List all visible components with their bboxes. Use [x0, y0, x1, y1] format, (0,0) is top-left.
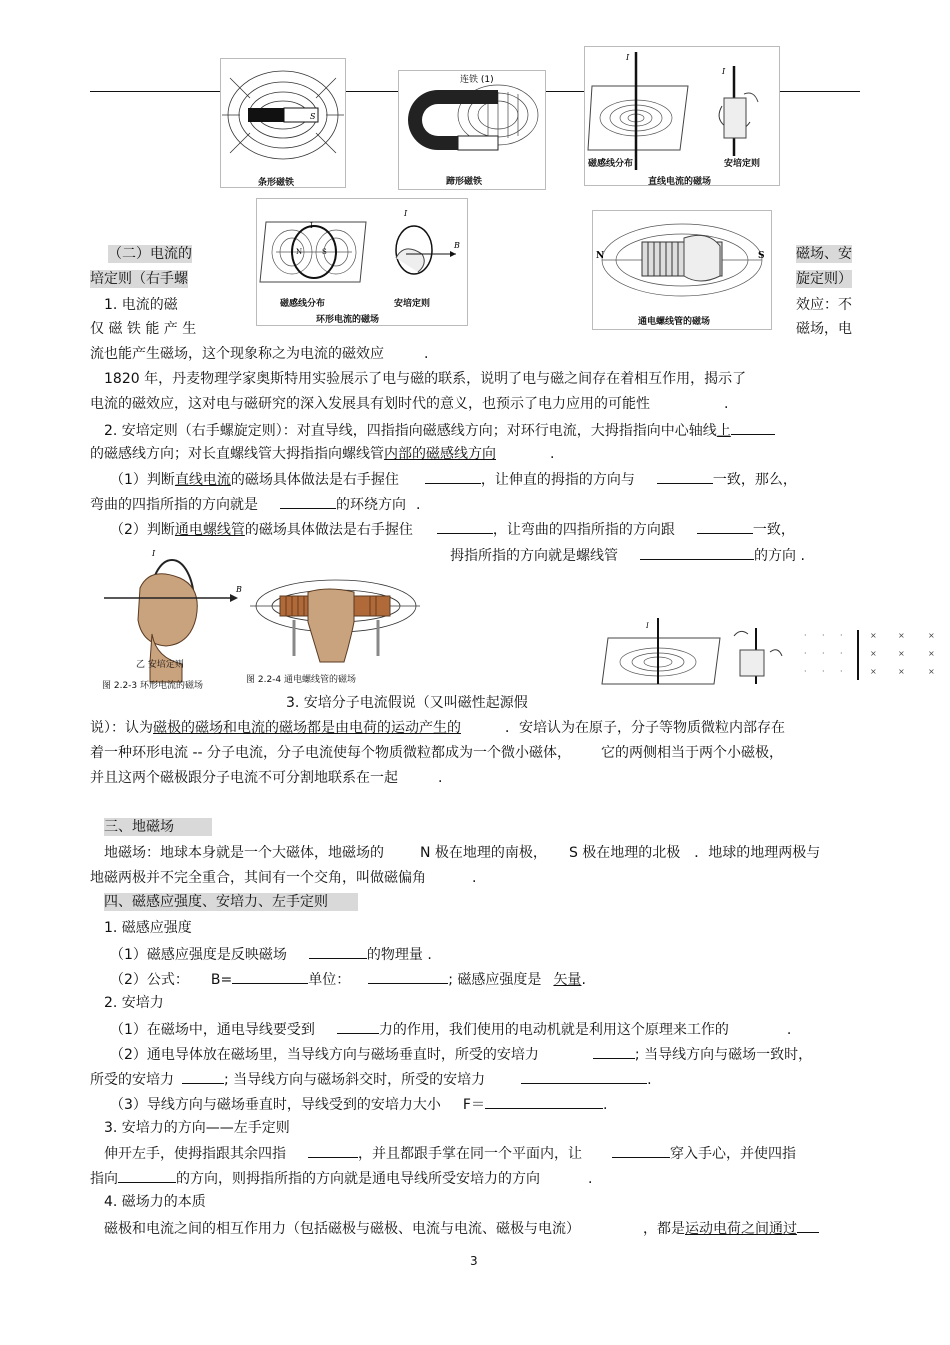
sub-3-heading: 3. 安培力的方向——左手定则 — [104, 1120, 290, 1136]
sub-3-line-a: 伸开左手，使拇指跟其余四指 ，并且都跟手掌在同一个平面内，让 穿入手心，并使四指 — [104, 1143, 796, 1163]
para-6-line-3: 着一种环形电流 -- 分子电流，分子电流使每个物质微粒都成为一个微小磁体， 它的两侧相当于两个小磁极， — [90, 745, 784, 761]
sub-1-line-b: （2）公式： B= 单位： ; 磁感应强度是 矢量. — [110, 969, 586, 989]
svg-text:B: B — [454, 241, 460, 250]
para-6-line-4: 并且这两个磁极跟分子电流不可分割地联系在一起 . — [90, 770, 443, 786]
sub-3-line-b: 指向 的方向，则拇指所指的方向就是通电导线所受安培力的方向 . — [90, 1168, 592, 1188]
svg-text:·: · — [804, 631, 807, 640]
sub-2-line-a: （1）在磁场中，通电导线要受到 力的作用，我们使用的电动机就是利用这个原理来工作的 . — [110, 1019, 791, 1039]
svg-text:×: × — [870, 631, 877, 640]
svg-text:B: B — [236, 585, 242, 594]
svg-text:N: N — [296, 248, 303, 256]
fig-224-caption: 图 2.2-4 通电螺线管的磁场 — [246, 675, 357, 685]
para-1-line-1: 1. 电流的磁 — [104, 297, 178, 313]
svg-text:×: × — [898, 631, 905, 640]
svg-text:×: × — [870, 649, 877, 658]
u-magnet-caption: 蹄形磁铁 — [446, 177, 483, 187]
bar-magnet-caption: 条形磁铁 — [258, 178, 295, 188]
section-3-line-1: 地磁场：地球本身就是一个大磁体，地磁场的 N 极在地理的南极， S 极在地理的北极 ．地球的地理两极与 — [104, 845, 821, 861]
top-rule — [346, 91, 398, 92]
para-1-line-3: 流也能产生磁场，这个现象称之为电流的磁效应 . — [90, 346, 429, 362]
sub-4-line-a: 磁极和电流之间的相互作用力（包括磁极与磁极、电流与电流、磁极与电流） ，都是运动电荷之间通过 — [104, 1218, 819, 1238]
svg-text:·: · — [804, 667, 807, 676]
para-1-line-2: 仅 磁 铁 能 产 生 — [90, 321, 197, 337]
svg-text:S: S — [310, 112, 316, 121]
sub-1-heading: 1. 磁感应强度 — [104, 920, 192, 936]
straight-wire-figure — [584, 46, 780, 186]
svg-text:S: S — [322, 248, 327, 256]
svg-text:×: × — [870, 667, 877, 676]
para-1-right-1: 效应：不 — [796, 297, 852, 313]
top-rule — [546, 91, 584, 92]
para-2-line-1: 1820 年，丹麦物理学家奥斯特用实验展示了电与磁的联系，说明了电与磁之间存在着相互作用，揭示了 — [104, 371, 747, 387]
para-4-line-2: 弯曲的四指所指的方向就是 的环绕方向 . — [90, 494, 420, 514]
solenoid-figure — [592, 210, 772, 330]
top-rule — [90, 91, 220, 92]
section-3-line-2: 地磁两极并不完全重合，其间有一个交角，叫做磁偏角 . — [90, 870, 477, 886]
ampere-rule-caption: 安培定则 — [724, 159, 761, 169]
section-4-heading: 四、磁感应强度、安培力、左手定则 — [104, 893, 358, 911]
sub-4-heading: 4. 磁场力的本质 — [104, 1194, 206, 1210]
ring-field-caption: 磁感线分布 — [280, 299, 326, 309]
svg-text:S: S — [758, 251, 765, 261]
top-rule — [780, 91, 860, 92]
svg-text:I: I — [404, 209, 408, 218]
para-1-right-2: 磁场，电 — [796, 321, 852, 337]
u-magnet-figure — [398, 70, 546, 190]
para-3-line-1: 2. 安培定则（右手螺旋定则）：对直导线，四指指向磁感线方向；对环行电流，大拇指指向中心轴线上 — [104, 420, 775, 440]
section-2-heading: （二）电流的 — [108, 246, 192, 262]
fig-223-caption: 图 2.2-3 环形电流的磁场 — [102, 681, 204, 691]
section-2-heading-right: 磁场、安 — [796, 246, 852, 262]
svg-text:连铁 (1): 连铁 (1) — [460, 75, 494, 85]
svg-text:×: × — [928, 667, 935, 676]
svg-text:·: · — [822, 631, 825, 640]
para-6-line-1: 3. 安培分子电流假说（又叫磁性起源假 — [286, 695, 528, 711]
para-5-line-2: 拇指所指的方向就是螺线管 的方向 . — [450, 545, 805, 565]
svg-text:·: · — [804, 649, 807, 658]
svg-text:×: × — [928, 649, 935, 658]
sub-2-line-d: （3）导线方向与磁场垂直时，导线受到的安培力大小 F＝ . — [110, 1094, 607, 1114]
para-5-line-1: （2）判断通电螺线管的磁场具体做法是右手握住 ，让弯曲的四指所指的方向跟 一致， — [110, 519, 795, 539]
svg-text:·: · — [822, 667, 825, 676]
svg-text:I: I — [310, 222, 313, 230]
bar-magnet-figure — [220, 58, 346, 188]
section-3-heading: 三、地磁场 — [104, 818, 212, 836]
para-6-line-2: 说）：认为磁极的磁场和电流的磁场都是由电荷的运动产生的 ．安培认为在原子，分子等物质微粒内部存在 — [90, 720, 785, 736]
page-number: 3 — [470, 1254, 478, 1268]
svg-text:×: × — [898, 667, 905, 676]
svg-text:·: · — [840, 667, 843, 676]
para-2-line-2: 电流的磁效应，这对电与磁研究的深入发展具有划时代的意义，也预示了电力应用的可能性 . — [90, 396, 729, 412]
sub-2-heading: 2. 安培力 — [104, 995, 164, 1011]
ring-rule-caption: 安培定则 — [394, 299, 431, 309]
ring-title-caption: 环形电流的磁场 — [316, 315, 380, 325]
solenoid-caption: 通电螺线管的磁场 — [638, 317, 711, 327]
svg-text:·: · — [822, 649, 825, 658]
svg-text:·: · — [840, 631, 843, 640]
svg-text:·: · — [840, 649, 843, 658]
ring-current-figure — [256, 198, 468, 326]
para-3-line-2: 的磁感线方向；对长直螺线管大拇指指向螺线管内部的磁感线方向 . — [90, 446, 555, 462]
straight-wire-caption: 直线电流的磁场 — [648, 177, 712, 187]
svg-text:×: × — [898, 649, 905, 658]
svg-text:I: I — [152, 549, 156, 558]
section-2-heading-cont: 培定则（右手螺 — [90, 271, 188, 287]
sub-2-line-b: （2）通电导体放在磁场里，当导线方向与磁场垂直时，所受的安培力 ; 当导线方向与磁场一致时， — [110, 1044, 812, 1064]
hand-rule-figure — [100, 548, 420, 690]
svg-text:I: I — [722, 67, 726, 76]
field-lines-caption: 磁感线分布 — [588, 159, 634, 169]
svg-text:I: I — [626, 53, 630, 62]
svg-text:I: I — [646, 622, 649, 630]
section-2-heading-right-cont: 旋定则） — [796, 271, 852, 287]
sub-2-line-c: 所受的安培力 ; 当导线方向与磁场斜交时，所受的安培力 . — [90, 1069, 652, 1089]
sub-1-line-a: （1）磁感应强度是反映磁场 的物理量 . — [110, 944, 432, 964]
svg-text:N: N — [596, 251, 605, 261]
fig-yi-caption: 乙 安培定则 — [136, 660, 184, 670]
para-4-line-1: （1）判断直线电流的磁场具体做法是右手握住 ，让伸直的拇指的方向与 一致，那么， — [110, 469, 797, 489]
svg-text:×: × — [928, 631, 935, 640]
wire-strip-figure — [600, 616, 940, 688]
